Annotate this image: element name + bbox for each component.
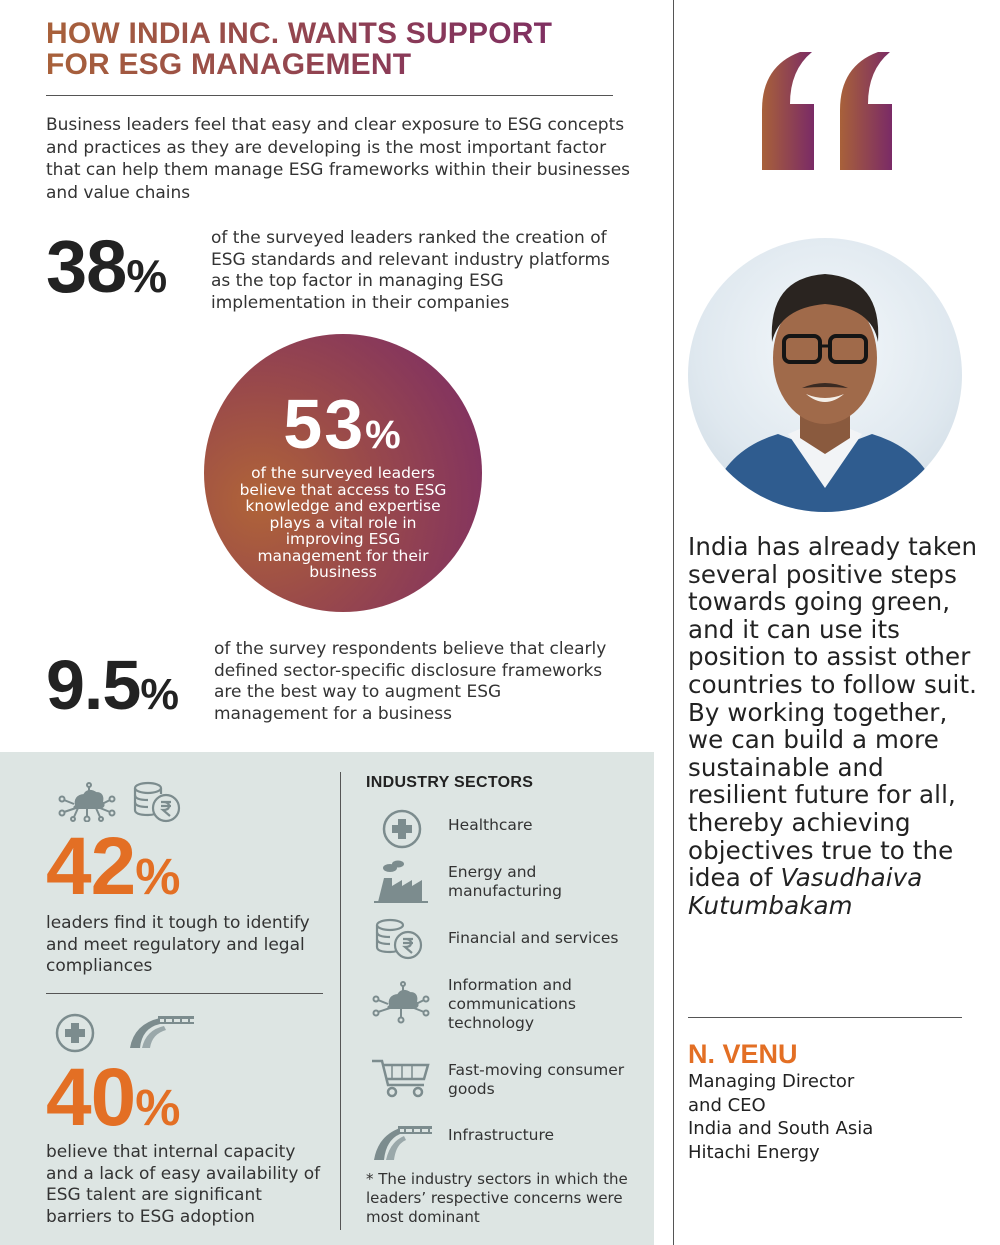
sector-item-ict: Information and communications technology bbox=[448, 976, 576, 1032]
column-divider bbox=[673, 0, 674, 1245]
sectors-heading: INDUSTRY SECTORS bbox=[366, 774, 534, 791]
role-line-2: and CEO bbox=[688, 1094, 766, 1116]
executive-role bbox=[688, 1070, 958, 1164]
executive-quote bbox=[688, 533, 978, 919]
shopping-cart-icon bbox=[370, 1053, 432, 1099]
role-line-3: India and South Asia bbox=[688, 1118, 874, 1139]
sector-item-infrastructure: Infrastructure bbox=[448, 1126, 555, 1144]
page-title bbox=[46, 18, 626, 80]
stat-95-text: of the survey respondents believe that clearly defined sector-specific disclosure frameworks are the best way to augment ESG management for a business bbox=[214, 639, 607, 724]
stat-95-value bbox=[46, 642, 179, 738]
rupee-coins-icon bbox=[370, 916, 432, 962]
executive-name: N. VENU bbox=[688, 1039, 798, 1069]
sectors-footnote: * The industry sectors in which the leaders’ respective concerns were most dominant bbox=[366, 1170, 628, 1226]
factory-icon bbox=[370, 858, 432, 904]
title-line-2: FOR ESG MANAGEMENT bbox=[46, 48, 412, 81]
stat-40-number: 40 bbox=[46, 1052, 136, 1143]
stat-38-unit: % bbox=[126, 250, 168, 302]
quote-emphasis: Vasudhaiva Kutumbakam bbox=[688, 863, 923, 920]
role-line-4: Hitachi Energy bbox=[688, 1141, 820, 1163]
stat-42-unit: % bbox=[135, 848, 181, 905]
stat-38-number: 38 bbox=[46, 225, 127, 308]
title-divider bbox=[46, 95, 613, 96]
healthcare-cross-icon bbox=[54, 1012, 96, 1054]
sector-item-healthcare: Healthcare bbox=[448, 816, 533, 834]
stat-40-text: believe that internal capacity and a lack of easy availability of ESG talent are significant barriers to ESG adoption bbox=[46, 1142, 321, 1227]
road-bridge-icon bbox=[370, 1116, 432, 1162]
quote-text: India has already taken several positive steps towards going green, and it can use its position to assist other countries to follow suit. By working together, we can build a more sustainable and resilient future for all, thereby achieving objectives true to the idea of bbox=[688, 532, 978, 893]
stat-42-number: 42 bbox=[46, 821, 136, 912]
stat-53-circle bbox=[204, 334, 482, 612]
panel-vertical-divider bbox=[340, 772, 341, 1230]
stat-38-value bbox=[46, 222, 167, 321]
stat-53-text: of the surveyed leaders believe that access to ESG knowledge and expertise plays a vital role in improving ESG management for their business bbox=[239, 464, 447, 581]
intro-paragraph: Business leaders feel that easy and clear exposure to ESG concepts and practices as they are developing is the most important factor that can help them manage ESG frameworks within their businesses and value chains bbox=[46, 115, 631, 203]
stat-40-unit: % bbox=[135, 1079, 181, 1136]
portrait-illustration bbox=[688, 238, 962, 512]
road-bridge-icon bbox=[128, 1010, 196, 1050]
panel-horizontal-divider bbox=[46, 993, 323, 994]
stat-38-text: of the surveyed leaders ranked the creation of ESG standards and relevant industry platforms as the top factor in managing ESG implementation in their companies bbox=[211, 228, 610, 313]
sector-item-financial: Financial and services bbox=[448, 929, 619, 947]
healthcare-cross-icon bbox=[370, 806, 432, 852]
stat-42-value bbox=[46, 822, 180, 922]
cloud-network-icon bbox=[56, 782, 118, 822]
stat-95-number: 9.5 bbox=[46, 646, 141, 724]
stat-53-number: 53 bbox=[283, 385, 366, 463]
quote-divider bbox=[688, 1017, 962, 1018]
sector-item-energy: Energy and manufacturing bbox=[448, 863, 562, 900]
stat-42-text: leaders find it tough to identify and meet regulatory and legal compliances bbox=[46, 913, 310, 976]
cloud-network-icon bbox=[370, 980, 432, 1026]
quotation-mark-icon bbox=[760, 48, 900, 170]
stat-53-value bbox=[204, 385, 482, 471]
rupee-coins-icon bbox=[130, 780, 184, 824]
role-line-1: Managing Director bbox=[688, 1071, 855, 1092]
sector-item-fmcg: Fast-moving consumer goods bbox=[448, 1061, 625, 1098]
executive-portrait bbox=[688, 238, 962, 512]
stat-53-unit: % bbox=[365, 413, 403, 457]
stat-95-unit: % bbox=[140, 671, 179, 719]
stat-40-value bbox=[46, 1053, 180, 1153]
title-line-1: HOW INDIA INC. WANTS SUPPORT bbox=[46, 17, 553, 50]
